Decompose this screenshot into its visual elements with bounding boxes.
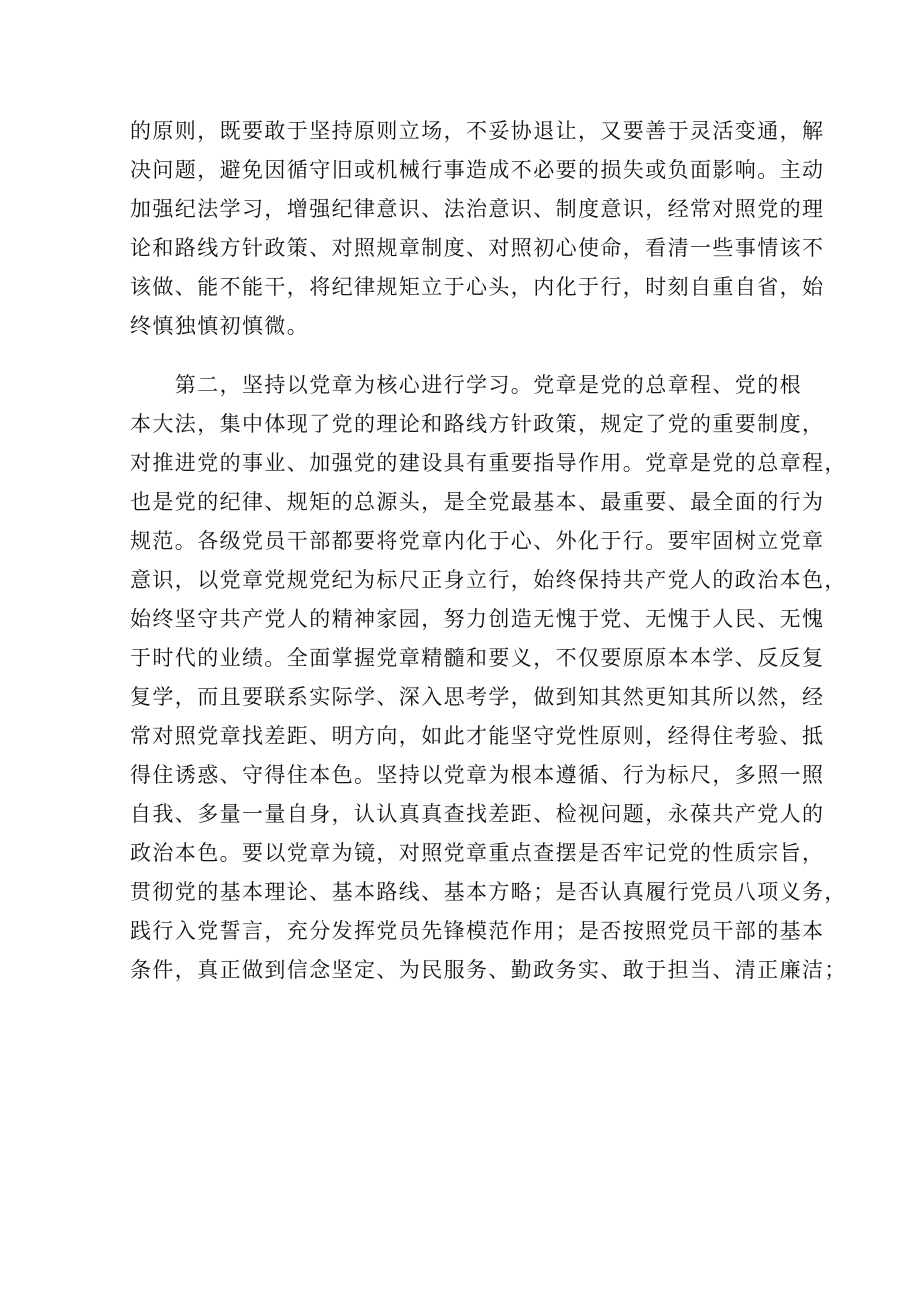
- text-line: 得住诱惑、守得住本色。坚持以党章为根本遵循、行为标尺，多照一照: [130, 763, 825, 787]
- text-line: 终慎独慎初慎微。: [130, 314, 310, 338]
- paragraph-1: [130, 112, 825, 346]
- paragraph-spacer: [130, 346, 800, 366]
- text-line: 第二，坚持以党章为核心进行学习。党章是党的总章程、党的根: [130, 373, 802, 397]
- text-line: 本大法，集中体现了党的理论和路线方针政策，规定了党的重要制度，: [130, 412, 825, 436]
- paragraph-2: [130, 366, 847, 990]
- text-line: 论和路线方针政策、对照规章制度、对照初心使命，看清一些事情该不: [130, 236, 825, 260]
- text-line: 始终坚守共产党人的精神家园，努力创造无愧于党、无愧于人民、无愧: [130, 607, 825, 631]
- text-line: 意识，以党章党规党纪为标尺正身立行，始终保持共产党人的政治本色，: [130, 568, 847, 592]
- text-line: 自我、多量一量自身，认认真真查找差距、检视问题，永葆共产党人的: [130, 802, 825, 826]
- text-line: 政治本色。要以党章为镜，对照党章重点查摆是否牢记党的性质宗旨，: [130, 841, 825, 865]
- text-line: 常对照党章找差距、明方向，如此才能坚守党性原则，经得住考验、抵: [130, 724, 825, 748]
- text-line: 复学，而且要联系实际学、深入思考学，做到知其然更知其所以然，经: [130, 685, 825, 709]
- text-line: 条件，真正做到信念坚定、为民服务、勤政务实、敢于担当、清正廉洁；: [130, 958, 847, 982]
- text-line: 的原则，既要敢于坚持原则立场，不妥协退让，又要善于灵活变通，解: [130, 119, 825, 143]
- text-line: 该做、能不能干，将纪律规矩立于心头，内化于行，时刻自重自省，始: [130, 275, 825, 299]
- text-line: 践行入党誓言，充分发挥党员先锋模范作用；是否按照党员干部的基本: [130, 919, 825, 943]
- text-line: 贯彻党的基本理论、基本路线、基本方略；是否认真履行党员八项义务，: [130, 880, 847, 904]
- document-body: [130, 112, 847, 990]
- text-line: 对推进党的事业、加强党的建设具有重要指导作用。党章是党的总章程，: [130, 451, 847, 475]
- text-line: 于时代的业绩。全面掌握党章精髓和要义，不仅要原原本本学、反反复: [130, 646, 825, 670]
- text-line: 也是党的纪律、规矩的总源头，是全党最基本、最重要、最全面的行为: [130, 490, 825, 514]
- text-line: 规范。各级党员干部都要将党章内化于心、外化于行。要牢固树立党章: [130, 529, 825, 553]
- text-line: 加强纪法学习，增强纪律意识、法治意识、制度意识，经常对照党的理: [130, 197, 825, 221]
- text-line: 决问题，避免因循守旧或机械行事造成不必要的损失或负面影响。主动: [130, 158, 825, 182]
